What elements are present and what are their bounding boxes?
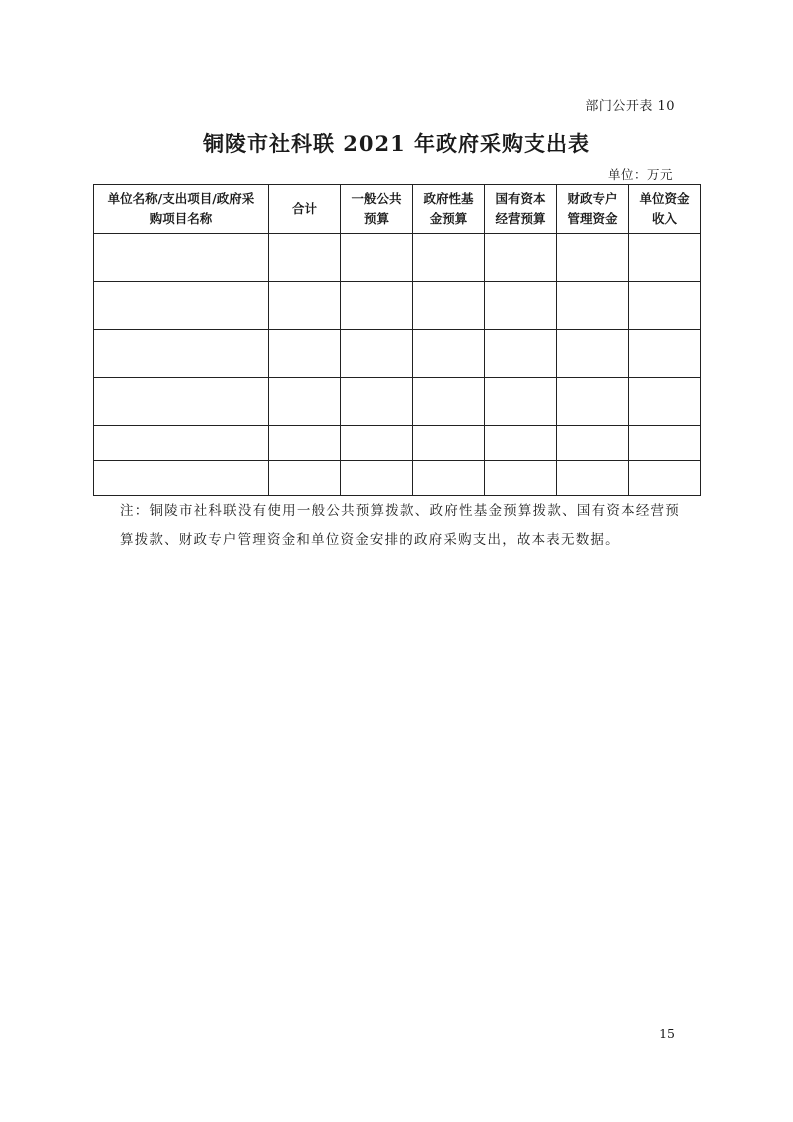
table-note: 注：铜陵市社科联没有使用一般公共预算拨款、政府性基金预算拨款、国有资本经营预算拨款、财政专户管理资金和单位资金安排的政府采购支出，故本表无数据。 <box>120 503 680 548</box>
table-cell <box>557 426 629 461</box>
table-cell <box>629 378 701 426</box>
column-header-line: 预算 <box>363 211 389 226</box>
table-cell <box>485 282 557 330</box>
table-row <box>94 234 701 282</box>
column-header-gov-fund-budget <box>413 185 485 234</box>
table-cell <box>341 378 413 426</box>
column-header-fiscal-special-fund <box>557 185 629 234</box>
table-cell <box>341 461 413 496</box>
column-header-line: 单位名称/支出项目/政府采 <box>107 191 255 206</box>
table-cell <box>485 234 557 282</box>
column-header-line: 国有资本 <box>495 191 546 206</box>
procurement-expenditure-table <box>93 184 701 496</box>
table-cell <box>94 426 269 461</box>
table-cell <box>485 378 557 426</box>
table-cell <box>413 426 485 461</box>
table-cell <box>485 426 557 461</box>
table-cell <box>413 461 485 496</box>
table-cell <box>629 282 701 330</box>
table-cell <box>413 378 485 426</box>
table-cell <box>94 330 269 378</box>
column-header-unit-fund-income <box>629 185 701 234</box>
table-cell <box>94 378 269 426</box>
table-cell <box>629 330 701 378</box>
table-cell <box>269 282 341 330</box>
column-header-line: 政府性基 <box>423 191 474 206</box>
table-cell <box>341 330 413 378</box>
page-title: 铜陵市社科联 2021 年政府采购支出表 <box>202 131 591 156</box>
procurement-table-container <box>93 184 700 496</box>
table-row <box>94 426 701 461</box>
column-header-state-capital-budget <box>485 185 557 234</box>
table-cell <box>629 461 701 496</box>
table-cell <box>413 234 485 282</box>
table-cell <box>413 330 485 378</box>
table-cell <box>94 234 269 282</box>
table-cell <box>485 330 557 378</box>
table-cell <box>557 234 629 282</box>
table-cell <box>269 426 341 461</box>
table-row <box>94 282 701 330</box>
table-cell <box>485 461 557 496</box>
column-header-unit-name <box>94 185 269 234</box>
table-cell <box>94 461 269 496</box>
column-header-total <box>269 185 341 234</box>
table-cell <box>341 426 413 461</box>
table-cell <box>341 234 413 282</box>
column-header-line: 合计 <box>291 201 317 216</box>
table-cell <box>557 282 629 330</box>
table-cell <box>269 378 341 426</box>
column-header-line: 收入 <box>651 211 677 226</box>
unit-label: 单位：万元 <box>607 167 673 182</box>
table-cell <box>629 234 701 282</box>
table-cell <box>557 461 629 496</box>
table-cell <box>269 461 341 496</box>
table-cell <box>94 282 269 330</box>
table-cell <box>269 330 341 378</box>
table-cell <box>341 282 413 330</box>
page-label: 部门公开表 10 <box>585 99 675 114</box>
table-header-row <box>94 185 701 234</box>
column-header-line: 购项目名称 <box>149 211 213 226</box>
column-header-line: 经营预算 <box>495 211 546 226</box>
table-row <box>94 330 701 378</box>
table-cell <box>413 282 485 330</box>
table-cell <box>629 426 701 461</box>
table-row <box>94 461 701 496</box>
column-header-line: 金预算 <box>429 211 468 226</box>
page-number: 15 <box>659 1026 675 1041</box>
table-cell <box>269 234 341 282</box>
column-header-general-budget <box>341 185 413 234</box>
column-header-line: 单位资金 <box>639 191 690 206</box>
column-header-line: 财政专户 <box>567 191 618 206</box>
table-cell <box>557 378 629 426</box>
table-row <box>94 378 701 426</box>
column-header-line: 一般公共 <box>351 191 402 206</box>
column-header-line: 管理资金 <box>567 211 618 226</box>
table-cell <box>557 330 629 378</box>
